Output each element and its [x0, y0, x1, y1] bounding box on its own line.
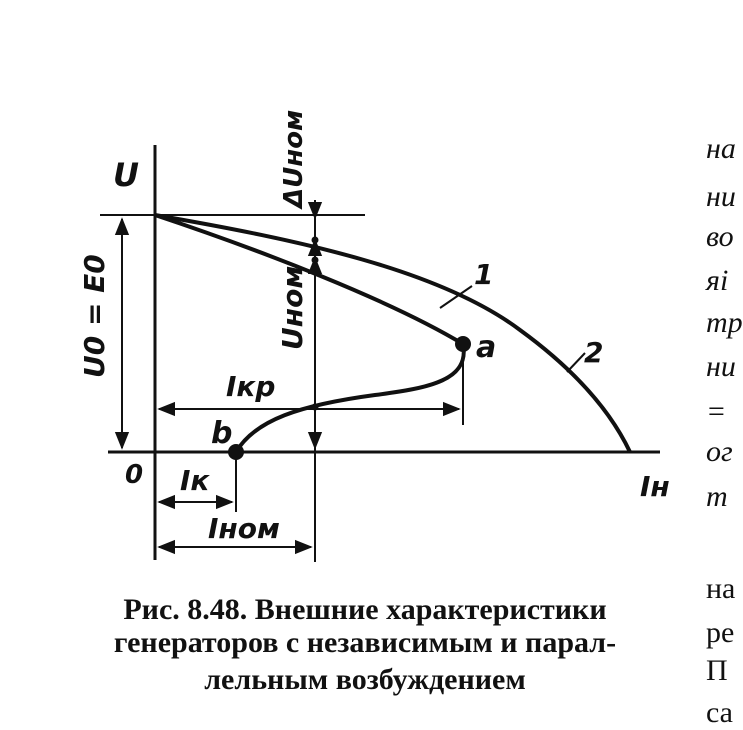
- x-axis-label: Iн: [640, 470, 670, 503]
- caption-line-1: Рис. 8.48. Внешние характеристики: [123, 593, 607, 626]
- side-text-line: ни: [706, 350, 736, 383]
- delta-u-dot: [312, 237, 319, 244]
- y-axis-label: U: [113, 156, 139, 194]
- side-text-line: са: [706, 696, 733, 729]
- side-text-line: ре: [706, 616, 735, 649]
- i-kr-label: Iкр: [226, 370, 276, 403]
- curve-1: [155, 215, 464, 452]
- origin-label: 0: [125, 460, 144, 490]
- delta-u-label: ΔUном: [279, 109, 309, 208]
- curve-2-leader: [567, 353, 585, 372]
- u-nom-dot: [312, 257, 319, 264]
- curve-2-label: 2: [584, 336, 604, 369]
- point-a-label: a: [476, 330, 497, 365]
- side-text-line: =: [706, 395, 727, 428]
- side-text-line: П: [706, 654, 728, 687]
- u-nom-label: Uном: [276, 265, 309, 350]
- u0-label: U0 = E0: [78, 254, 111, 378]
- caption-line-2: генераторов с независимым и парал-: [113, 626, 617, 659]
- point-b-label: b: [211, 416, 233, 451]
- side-text-line: ог: [706, 435, 733, 468]
- side-text-line: тр: [706, 306, 743, 339]
- side-text-line: на: [706, 572, 736, 605]
- i-k-label: Iк: [180, 464, 210, 497]
- side-text-line: ни: [706, 180, 736, 213]
- side-text-line: во: [706, 220, 734, 253]
- curve-1-label: 1: [474, 258, 494, 291]
- side-text-line: т: [706, 480, 728, 513]
- i-nom-label: Iном: [208, 512, 280, 545]
- caption-line-3: лельным возбуждением: [204, 663, 526, 696]
- side-text-line: яі: [706, 264, 729, 297]
- point-a: [455, 336, 471, 352]
- side-text-line: на: [706, 132, 736, 165]
